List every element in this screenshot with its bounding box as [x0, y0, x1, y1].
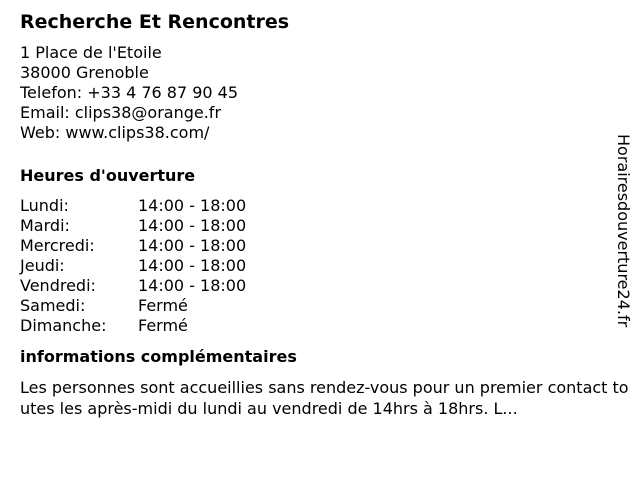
hours-row-tuesday: [20, 216, 632, 236]
contact-block: [20, 43, 632, 143]
opening-hours-heading: Heures d'ouverture: [20, 166, 196, 185]
hours-time: 14:00 - 18:00: [138, 196, 247, 215]
hours-time: Fermé: [138, 296, 188, 315]
hours-row-sunday: [20, 316, 632, 336]
site-watermark: Horairesdouverture24.fr: [614, 134, 633, 328]
hours-day-label: Dimanche:: [20, 316, 107, 335]
additional-info-text: Les personnes sont accueillies sans rendez-vous pour un premier contact toutes les après-midi du lundi au vendredi de 14hrs à 18hrs. L...: [20, 378, 629, 418]
hours-day-label: Vendredi:: [20, 276, 96, 295]
hours-day-label: Lundi:: [20, 196, 69, 215]
address-line-1: 1 Place de l'Etoile: [20, 43, 162, 62]
hours-time: 14:00 - 18:00: [138, 256, 247, 275]
hours-time: 14:00 - 18:00: [138, 236, 247, 255]
phone-number: Telefon: +33 4 76 87 90 45: [20, 83, 239, 102]
hours-day-label: Mardi:: [20, 216, 70, 235]
additional-info-heading: informations complémentaires: [20, 347, 297, 366]
hours-day-label: Samedi:: [20, 296, 86, 315]
hours-row-wednesday: [20, 236, 632, 256]
business-card: [20, 9, 632, 419]
hours-row-friday: [20, 276, 632, 296]
hours-time: 14:00 - 18:00: [138, 216, 247, 235]
hours-time: Fermé: [138, 316, 188, 335]
address-line-2: 38000 Grenoble: [20, 63, 149, 82]
hours-row-thursday: [20, 256, 632, 276]
hours-time: 14:00 - 18:00: [138, 276, 247, 295]
website: Web: www.clips38.com/: [20, 123, 210, 142]
hours-day-label: Mercredi:: [20, 236, 95, 255]
email-address: Email: clips38@orange.fr: [20, 103, 222, 122]
opening-hours-table: [20, 196, 632, 336]
business-name: Recherche Et Rencontres: [20, 11, 290, 33]
hours-row-monday: [20, 196, 632, 216]
hours-day-label: Jeudi:: [20, 256, 65, 275]
hours-row-saturday: [20, 296, 632, 316]
